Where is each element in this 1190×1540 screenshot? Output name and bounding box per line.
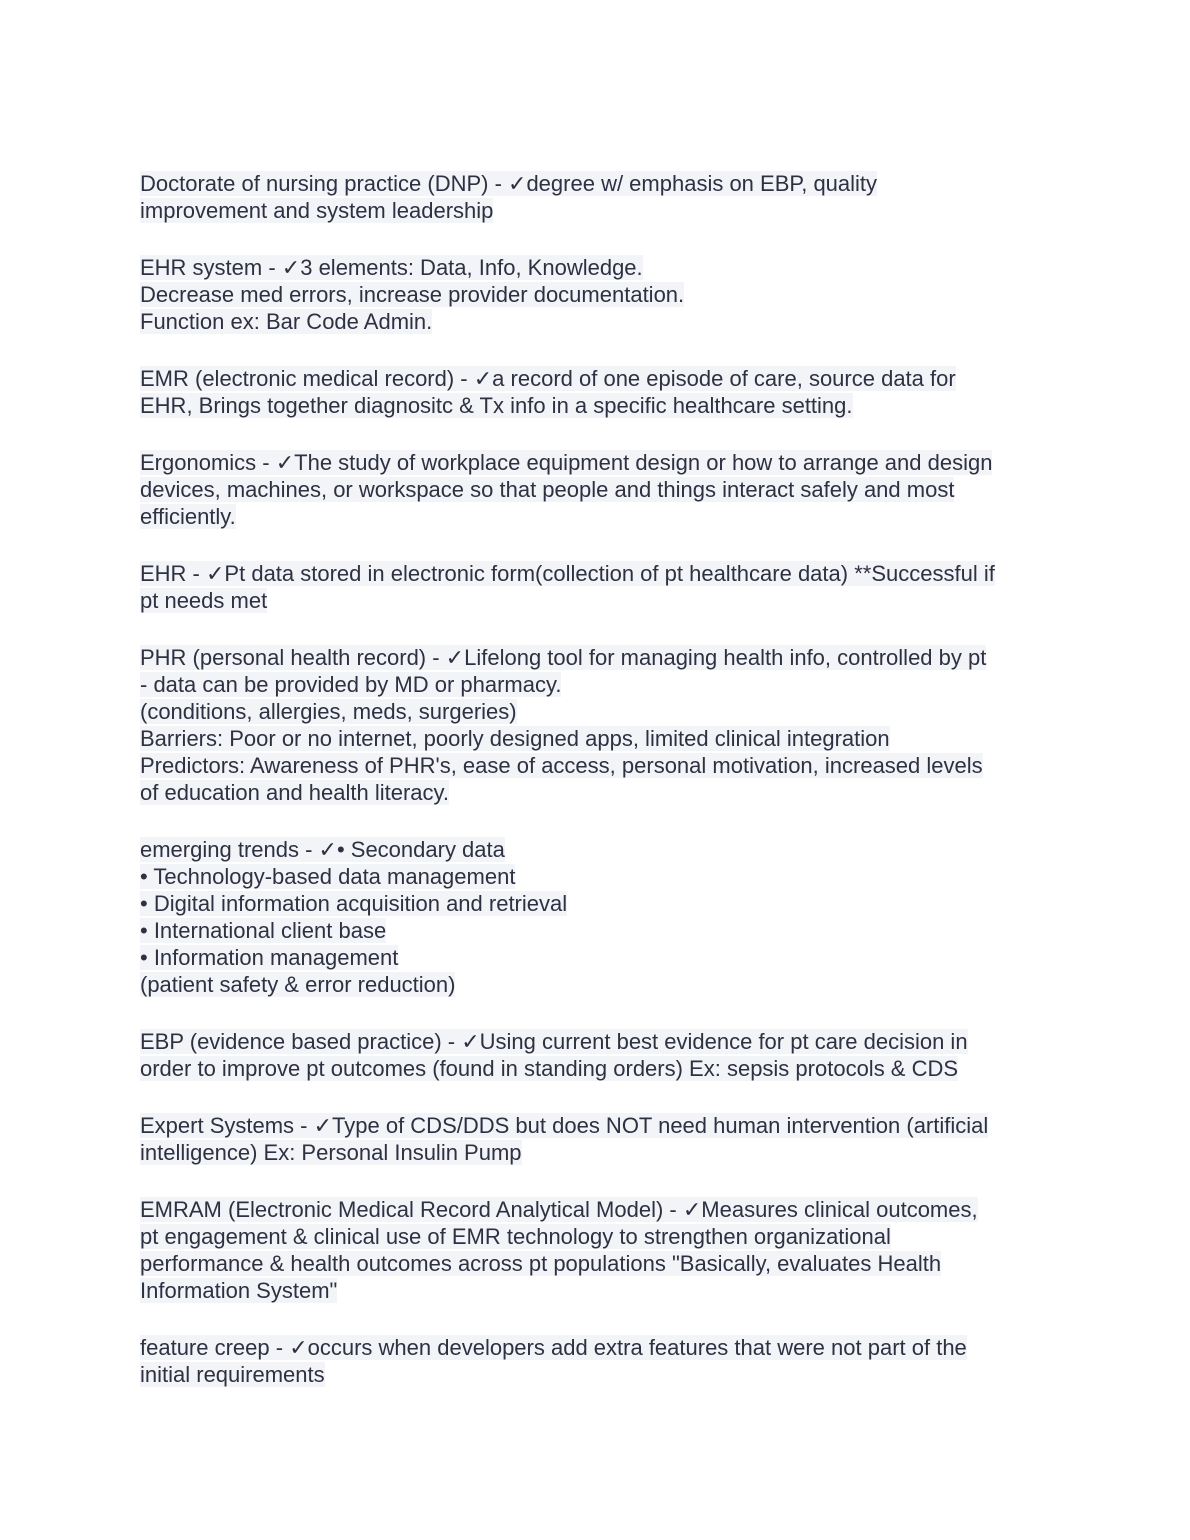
entry-line: (patient safety & error reduction) — [140, 972, 456, 997]
entry-line: (conditions, allergies, meds, surgeries) — [140, 699, 517, 724]
entry-line: • Digital information acquisition and retrieval — [140, 891, 568, 916]
entry-line: of education and health literacy. — [140, 780, 450, 805]
entry-line: efficiently. — [140, 504, 236, 529]
entry-emram — [140, 1196, 1060, 1304]
entry-line: intelligence) Ex: Personal Insulin Pump — [140, 1140, 522, 1165]
entry-line: Barriers: Poor or no internet, poorly designed apps, limited clinical integration — [140, 726, 890, 751]
entry-line: performance & health outcomes across pt populations "Basically, evaluates Health — [140, 1251, 942, 1276]
entry-line: devices, machines, or workspace so that people and things interact safely and most — [140, 477, 955, 502]
entry-line: emerging trends - ✓• Secondary data — [140, 837, 505, 862]
entry-line: Expert Systems - ✓Type of CDS/DDS but does NOT need human intervention (artificial — [140, 1113, 989, 1138]
document-body — [140, 170, 1060, 1418]
entry-line: • Information management — [140, 945, 399, 970]
entry-line: initial requirements — [140, 1362, 325, 1387]
entry-line: Decrease med errors, increase provider documentation. — [140, 282, 685, 307]
entry-ehr-system — [140, 254, 1060, 335]
entry-line: EHR, Brings together diagnositc & Tx info in a specific healthcare setting. — [140, 393, 853, 418]
entry-line: EHR - ✓Pt data stored in electronic form(collection of pt healthcare data) **Successful if — [140, 561, 995, 586]
entry-line: pt needs met — [140, 588, 268, 613]
entry-line: Doctorate of nursing practice (DNP) - ✓degree w/ emphasis on EBP, quality — [140, 171, 878, 196]
entry-line: EBP (evidence based practice) - ✓Using current best evidence for pt care decision in — [140, 1029, 968, 1054]
entry-line: EMRAM (Electronic Medical Record Analytical Model) - ✓Measures clinical outcomes, — [140, 1197, 978, 1222]
entry-line: Information System" — [140, 1278, 338, 1303]
entry-expert-systems — [140, 1112, 1060, 1166]
entry-line: pt engagement & clinical use of EMR technology to strengthen organizational — [140, 1224, 891, 1249]
entry-line: Predictors: Awareness of PHR's, ease of access, personal motivation, increased levels — [140, 753, 983, 778]
entry-dnp — [140, 170, 1060, 224]
entry-line: feature creep - ✓occurs when developers add extra features that were not part of the — [140, 1335, 967, 1360]
entry-emerging-trends — [140, 836, 1060, 998]
entry-line: - data can be provided by MD or pharmacy. — [140, 672, 562, 697]
entry-line: EMR (electronic medical record) - ✓a record of one episode of care, source data for — [140, 366, 956, 391]
entry-phr — [140, 644, 1060, 806]
entry-emr — [140, 365, 1060, 419]
entry-ergonomics — [140, 449, 1060, 530]
entry-line: order to improve pt outcomes (found in standing orders) Ex: sepsis protocols & CDS — [140, 1056, 959, 1081]
entry-line: EHR system - ✓3 elements: Data, Info, Knowledge. — [140, 255, 643, 280]
entry-line: improvement and system leadership — [140, 198, 494, 223]
entry-line: • Technology-based data management — [140, 864, 516, 889]
entry-ehr — [140, 560, 1060, 614]
entry-line: • International client base — [140, 918, 387, 943]
entry-line: Ergonomics - ✓The study of workplace equipment design or how to arrange and design — [140, 450, 993, 475]
entry-line: Function ex: Bar Code Admin. — [140, 309, 433, 334]
entry-ebp — [140, 1028, 1060, 1082]
entry-line: PHR (personal health record) - ✓Lifelong tool for managing health info, controlled by pt — [140, 645, 987, 670]
entry-feature-creep — [140, 1334, 1060, 1388]
